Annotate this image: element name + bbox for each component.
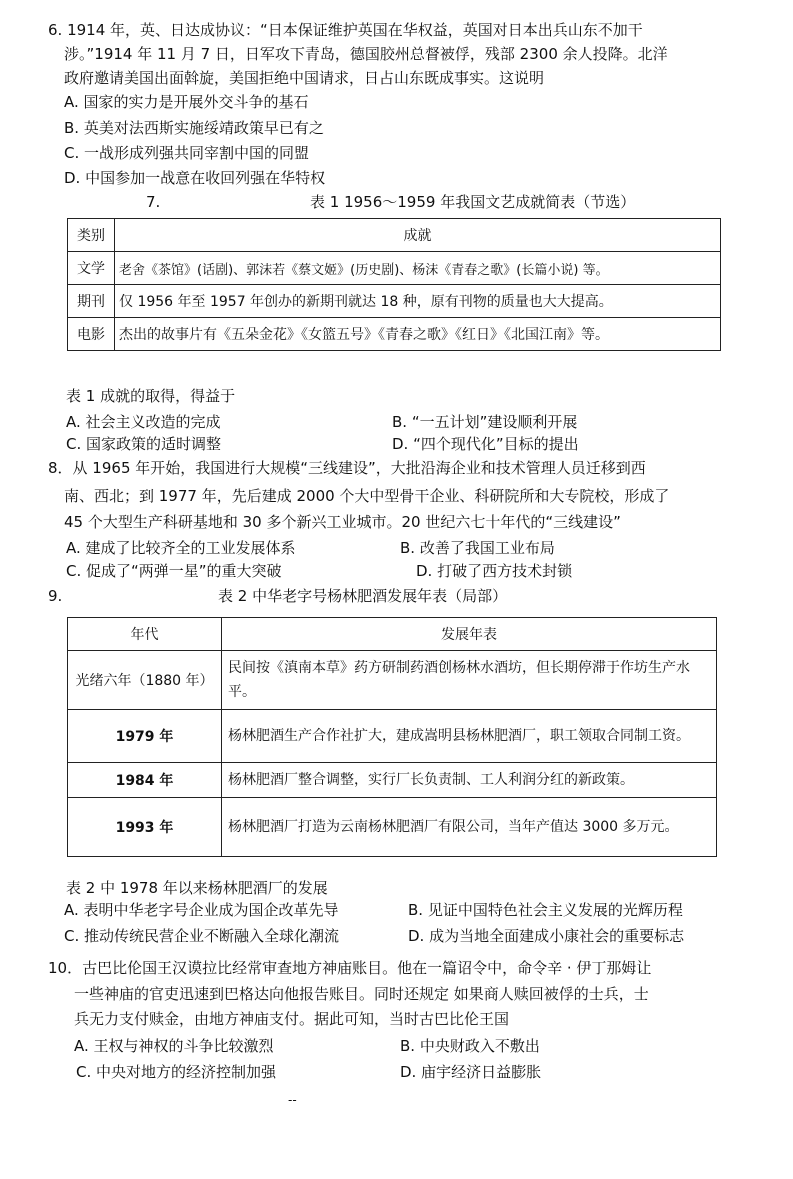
q8-option-d: D. 打破了西方技术封锁 xyxy=(416,562,573,580)
q7-row-3-text: 杰出的故事片有《五朵金花》《女篮五号》《青春之歌》《红日》《北国江南》等。 xyxy=(115,318,721,351)
q8-stem-line-1: 8．从 1965 年开始，我国进行大规模“三线建设”，大批沿海企业和技术管理人员迁移到西 xyxy=(48,459,646,477)
q9-row-1-text: 民间按《滇南本草》药方研制药酒创杨林水酒坊，但长期停滞于作坊生产水平。 xyxy=(222,651,717,710)
q6-stem-line-2: 涉。”1914 年 11 月 7 日，日军攻下青岛，德国胶州总督被俘，残部 2300 余人投降。北洋 xyxy=(64,45,668,63)
q7-option-c: C. 国家政策的适时调整 xyxy=(66,435,222,453)
q9-row-3-year: 1984 年 xyxy=(68,763,222,798)
footer-mark: -- xyxy=(288,1093,297,1107)
table-row xyxy=(68,710,717,763)
q9-number: 9. xyxy=(48,587,63,605)
q9-row-1-year: 光绪六年（1880 年） xyxy=(68,651,222,710)
q9-header-era: 年代 xyxy=(68,618,222,651)
q8-stem-line-2: 南、西北；到 1977 年，先后建成 2000 个大中型骨干企业、科研院所和大专院校，形成了 xyxy=(64,487,670,505)
q10-stem-line-3: 兵无力支付赎金，由地方神庙支付。据此可知，当时古巴比伦王国 xyxy=(74,1010,510,1028)
q7-question: 表 1 成就的取得，得益于 xyxy=(66,387,236,405)
q7-table-title: 表 1 1956～1959 年我国文艺成就简表（节选） xyxy=(310,193,636,211)
table-row xyxy=(68,763,717,798)
q6-option-a: A. 国家的实力是开展外交斗争的基石 xyxy=(64,93,309,111)
q7-row-2-text: 仅 1956 年至 1957 年创办的新期刊就达 18 种，原有刊物的质量也大大提高。 xyxy=(115,285,721,318)
q6-option-c: C. 一战形成列强共同宰割中国的同盟 xyxy=(64,144,310,162)
q10-stem-line-1: 10．古巴比伦国王汉谟拉比经常审查地方神庙账目。他在一篇诏令中，命令辛 · 伊丁那姆让 xyxy=(48,959,652,977)
q9-row-2-text: 杨林肥酒生产合作社扩大，建成嵩明县杨林肥酒厂，职工领取合同制工资。 xyxy=(222,710,717,763)
q9-header-timeline: 发展年表 xyxy=(222,618,717,651)
q8-stem-line-3: 45 个大型生产科研基地和 30 多个新兴工业城市。20 世纪六七十年代的“三线建设” xyxy=(64,513,621,531)
q6-option-b: B. 英美对法西斯实施绥靖政策早已有之 xyxy=(64,119,324,137)
q9-row-3-text: 杨林肥酒厂整合调整，实行厂长负责制、工人利润分红的新政策。 xyxy=(222,763,717,798)
q10-option-d: D. 庙宇经济日益膨胀 xyxy=(400,1063,542,1081)
q9-option-b: B. 见证中国特色社会主义发展的光辉历程 xyxy=(408,901,683,919)
q7-header-category: 类别 xyxy=(68,219,115,252)
q8-option-c: C. 促成了“两弹一星”的重大突破 xyxy=(66,562,282,580)
table-row xyxy=(68,285,721,318)
q7-option-b: B. “一五计划”建设顺利开展 xyxy=(392,413,578,431)
table-row xyxy=(68,252,721,285)
q10-option-c: C. 中央对地方的经济控制加强 xyxy=(76,1063,277,1081)
table-row xyxy=(68,798,717,857)
q7-header-achievement: 成就 xyxy=(115,219,721,252)
q7-number: 7. xyxy=(146,193,161,211)
q7-option-a: A. 社会主义改造的完成 xyxy=(66,413,221,431)
q10-option-a: A. 王权与神权的斗争比较激烈 xyxy=(74,1037,274,1055)
q10-stem-line-2: 一些神庙的官吏迅速到巴格达向他报告账目。同时还规定 如果商人赎回被俘的士兵，士 xyxy=(74,985,649,1003)
q9-table xyxy=(67,617,717,857)
q7-row-1-text: 老舍《茶馆》(话剧)、郭沫若《蔡文姬》(历史剧)、杨沫《青春之歌》(长篇小说) 等。 xyxy=(115,252,721,285)
q9-option-c: C. 推动传统民营企业不断融入全球化潮流 xyxy=(64,927,340,945)
q7-row-2-category: 期刊 xyxy=(68,285,115,318)
table-row xyxy=(68,318,721,351)
q10-option-b: B. 中央财政入不敷出 xyxy=(400,1037,540,1055)
q9-option-d: D. 成为当地全面建成小康社会的重要标志 xyxy=(408,927,685,945)
q9-table-title: 表 2 中华老字号杨林肥酒发展年表（局部） xyxy=(218,587,508,605)
q8-option-b: B. 改善了我国工业布局 xyxy=(400,539,555,557)
q7-table xyxy=(67,218,721,351)
q6-option-d: D. 中国参加一战意在收回列强在华特权 xyxy=(64,169,326,187)
q7-option-d: D. “四个现代化”目标的提出 xyxy=(392,435,579,453)
q6-stem-line-3: 政府邀请美国出面斡旋，美国拒绝中国请求，日占山东既成事实。这说明 xyxy=(64,69,545,87)
q9-row-4-year: 1993 年 xyxy=(68,798,222,857)
q9-table-header-row xyxy=(68,618,717,651)
q6-stem-line-1: 6. 1914 年，英、日达成协议：“日本保证维护英国在华权益，英国对日本出兵山东不加干 xyxy=(48,21,643,39)
q9-option-a: A. 表明中华老字号企业成为国企改革先导 xyxy=(64,901,339,919)
q7-row-3-category: 电影 xyxy=(68,318,115,351)
q8-option-a: A. 建成了比较齐全的工业发展体系 xyxy=(66,539,296,557)
q9-question: 表 2 中 1978 年以来杨林肥酒厂的发展 xyxy=(66,879,328,897)
table-row xyxy=(68,651,717,710)
q9-row-2-year: 1979 年 xyxy=(68,710,222,763)
q7-table-header-row xyxy=(68,219,721,252)
q9-row-4-text: 杨林肥酒厂打造为云南杨林肥酒厂有限公司，当年产值达 3000 多万元。 xyxy=(222,798,717,857)
q7-row-1-category: 文学 xyxy=(68,252,115,285)
